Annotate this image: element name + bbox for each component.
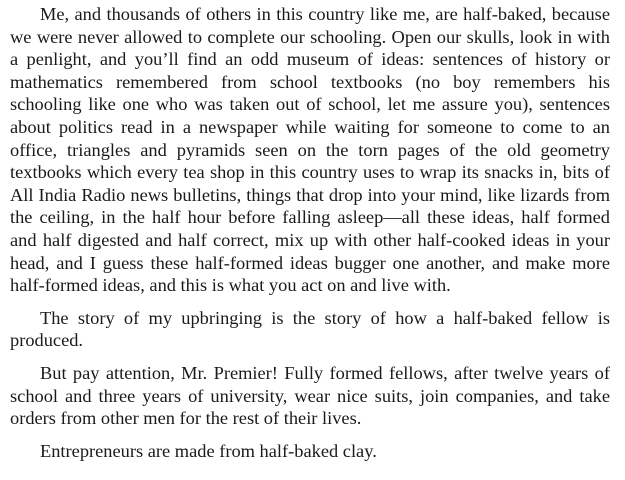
paragraph-entrepreneurs: Entrepreneurs are made from half-baked clay.	[40, 440, 377, 461]
paragraph-upbringing: The story of my upbringing is the story of how a half-baked fellow is produced.	[10, 307, 610, 351]
paragraph-half-baked: Me, and thousands of others in this country like me, are half-baked, because we were never allowed to complete our schooling. Open our skulls, look in with a penlight, and you’ll find an odd museum of ideas: sentences of history or mathematics remembered from school textbooks (no boy remembers his schooling like one who was taken out of school, let me assure you), sentences about politics read in a newspaper while waiting for someone to come to an office, triangles and pyramids seen on the torn pages of the old geometry textbooks which every tea shop in this country uses to wrap its snacks in, bits of All India Radio news bulletins, things that drop into your mind, like lizards from the ceiling, in the half hour before falling asleep—all these ideas, half formed and half digested and half correct, mix up with other half-cooked ideas in your head, and I guess these half-formed ideas bugger one another, and make more half-formed ideas, and this is what you act on and live with.	[10, 4, 610, 296]
paragraph-mr-premier: But pay attention, Mr. Premier! Fully formed fellows, after twelve years of school and three years of university, wear nice suits, join companies, and take orders from other men for the rest of their lives.	[10, 362, 610, 429]
document-body	[10, 3, 610, 472]
